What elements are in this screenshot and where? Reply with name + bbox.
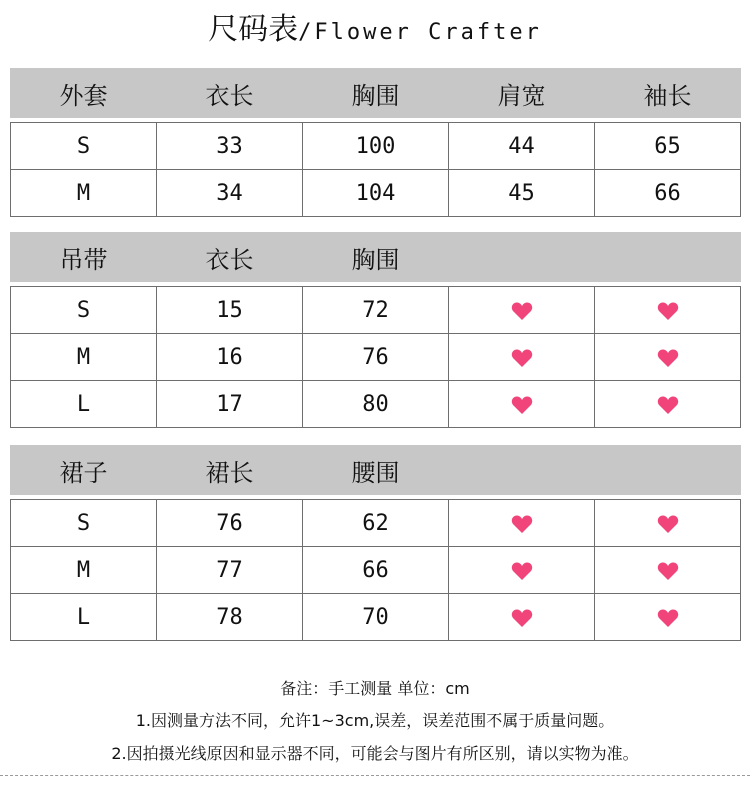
- value-cell: 104: [303, 170, 449, 217]
- value-cell: 33: [157, 123, 303, 170]
- heart-icon: [511, 348, 533, 368]
- value-cell: 80: [303, 381, 449, 428]
- value-cell: 16: [157, 334, 303, 381]
- table-row: [11, 287, 741, 334]
- heart-cell: [595, 334, 741, 381]
- heart-cell: [449, 500, 595, 547]
- notes-title: 备注：手工测量 单位：cm: [280, 679, 470, 698]
- value-cell: 72: [303, 287, 449, 334]
- size-cell: M: [11, 170, 157, 217]
- heart-cell: [449, 334, 595, 381]
- value-cell: 78: [157, 594, 303, 641]
- heart-icon: [657, 514, 679, 534]
- table-row: [11, 381, 741, 428]
- title-chinese: 尺码表: [208, 12, 299, 47]
- value-cell: 70: [303, 594, 449, 641]
- heart-icon: [657, 561, 679, 581]
- size-cell: L: [11, 594, 157, 641]
- table-header-row: [11, 69, 741, 118]
- header-cell: 裙长: [157, 446, 303, 495]
- size-table-skirt: [10, 445, 741, 641]
- title-brand: /Flower Crafter: [298, 20, 542, 45]
- heart-cell: [595, 594, 741, 641]
- table-row: [11, 123, 741, 170]
- heart-icon: [657, 348, 679, 368]
- header-cell: 胸围: [303, 233, 449, 282]
- heart-cell: [595, 287, 741, 334]
- header-cell: 裙子: [11, 446, 157, 495]
- table-row: [11, 170, 741, 217]
- heart-icon: [511, 561, 533, 581]
- table-row: [11, 500, 741, 547]
- heart-cell: [449, 287, 595, 334]
- value-cell: 65: [595, 123, 741, 170]
- header-cell: 袖长: [595, 69, 741, 118]
- header-cell: 胸围: [303, 69, 449, 118]
- header-cell: 吊带: [11, 233, 157, 282]
- header-cell: 衣长: [157, 69, 303, 118]
- page-title: [0, 8, 750, 52]
- heart-cell: [595, 381, 741, 428]
- value-cell: 15: [157, 287, 303, 334]
- size-table-camisole: [10, 232, 741, 428]
- note-line-1: 1.因测量方法不同，允许1~3cm,误差，误差范围不属于质量问题。: [135, 711, 615, 730]
- value-cell: 77: [157, 547, 303, 594]
- table-header-row: [11, 446, 741, 495]
- heart-icon: [511, 395, 533, 415]
- dashed-divider: [0, 775, 750, 776]
- header-cell: [449, 233, 595, 282]
- heart-icon: [657, 395, 679, 415]
- value-cell: 100: [303, 123, 449, 170]
- heart-icon: [511, 608, 533, 628]
- value-cell: 66: [303, 547, 449, 594]
- value-cell: 45: [449, 170, 595, 217]
- size-cell: S: [11, 287, 157, 334]
- header-cell: [449, 446, 595, 495]
- table-header-row: [11, 233, 741, 282]
- value-cell: 44: [449, 123, 595, 170]
- heart-icon: [511, 514, 533, 534]
- table-row: [11, 594, 741, 641]
- size-cell: M: [11, 334, 157, 381]
- heart-cell: [449, 547, 595, 594]
- value-cell: 62: [303, 500, 449, 547]
- heart-icon: [657, 301, 679, 321]
- size-table-coat: [10, 68, 741, 217]
- header-cell: [595, 233, 741, 282]
- size-cell: M: [11, 547, 157, 594]
- size-cell: S: [11, 500, 157, 547]
- value-cell: 17: [157, 381, 303, 428]
- size-cell: S: [11, 123, 157, 170]
- heart-cell: [595, 547, 741, 594]
- heart-cell: [449, 594, 595, 641]
- table-row: [11, 334, 741, 381]
- note-line-2: 2.因拍摄光线原因和显示器不同，可能会与图片有所区别，请以实物为准。: [111, 744, 639, 763]
- heart-icon: [657, 608, 679, 628]
- header-cell: 衣长: [157, 233, 303, 282]
- table-row: [11, 547, 741, 594]
- header-cell: [595, 446, 741, 495]
- heart-cell: [595, 500, 741, 547]
- header-cell: 肩宽: [449, 69, 595, 118]
- value-cell: 66: [595, 170, 741, 217]
- header-cell: 外套: [11, 69, 157, 118]
- heart-icon: [511, 301, 533, 321]
- size-cell: L: [11, 381, 157, 428]
- value-cell: 76: [157, 500, 303, 547]
- heart-cell: [449, 381, 595, 428]
- value-cell: 76: [303, 334, 449, 381]
- value-cell: 34: [157, 170, 303, 217]
- header-cell: 腰围: [303, 446, 449, 495]
